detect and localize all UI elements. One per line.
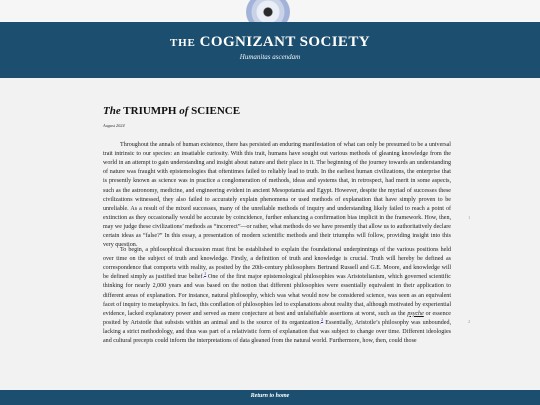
article-title-the: The xyxy=(103,105,121,118)
paragraph-2-text-b: One of the first major epistemological philosophies was Aristotelianism, which governed scientific thinking for nearly 2,000 years and was based on the notion that different philosophies were essentially equivalent in their application to different areas of explanation. For instance, natural philosophy, which was what would now be considered science, was seen as an equivalent facet of inquiry to metaphysics. In fact, this conflation of philosophies led to explanations about reality that, although motivated by experiential evidence, lacked explanatory power and served as mere conjecture at best and unfalsifiable assertions at worst, such as the xyxy=(103,274,451,317)
site-title xyxy=(0,34,540,51)
return-to-home-link[interactable]: Return to home xyxy=(250,393,290,399)
site-title-main: COGNIZANT SOCIETY xyxy=(199,34,370,50)
article-title-triumph: TRIUMPH xyxy=(123,105,177,118)
article-date: August 2024 xyxy=(103,123,125,128)
article-content[interactable] xyxy=(0,78,540,390)
paragraph-number-1: 1 xyxy=(468,215,471,220)
article-title xyxy=(103,105,240,117)
footnote-link-1[interactable]: 1 xyxy=(203,271,207,277)
paragraph-2-text-c: or essence posited by Aristotle that subsists within an animal and is the source of its organization. xyxy=(103,310,451,326)
site-header xyxy=(0,22,540,78)
article-title-science: SCIENCE xyxy=(191,105,241,118)
paragraph-2-text-d: Essentially, Aristotle’s philosophy was unbounded, lacking a strict methodology, and thus was part of a relativistic form of explanation that was subject to change over time. Different ideologies and cultural precepts could inform the interpretations of data gleaned from the natural world. Furthermore, how, then, could those xyxy=(103,319,451,344)
paragraph-1 xyxy=(103,141,451,250)
psyche-term: psyche xyxy=(407,310,424,317)
article-title-of: of xyxy=(179,105,189,118)
paragraph-number-2: 2 xyxy=(468,319,471,324)
paragraph-2-text-a: To begin, a philosophical discussion must first be established to explain the foundational underpinnings of the various positions held over time on the subject of truth and knowledge. Firstly, a definition of truth and knowledge is crucial. Truth will hereby be defined as correspondence that comports with reality, as posited by the 20th-century philosophers Bertrand Russell and G.E. Moore, and knowledge will be defined simply as justified true belief. xyxy=(103,247,451,281)
paragraph-2 xyxy=(103,246,451,346)
site-title-prefix: THE xyxy=(170,37,196,49)
top-strip xyxy=(0,0,540,22)
footnote-link-2[interactable]: 2 xyxy=(320,316,324,322)
site-footer xyxy=(0,390,540,405)
site-subtitle: Humanitas ascendam xyxy=(239,53,301,61)
paragraph-1-text: Throughout the annals of human existence, there has persisted an enduring manifestation of what can only be presumed to be a universal trait intrinsic to our species: an insatiable curiosity. With this trait, humans have sought out various methods of gleaning knowledge from the world in an attempt to gain understanding and insight about nature and their place in it. The beginning of the journey towards an understanding of nature was fraught with epistemologies that oftentimes failed to reliably lead to truth. In the earliest human civilizations, the enterprise that is presently known as science was in practice a conglomeration of methods, ideas and systems that, in retrospect, had merit in some aspects, such as the astronomy, medicine, and engineering evident in ancient Mesopotamia and Egypt. However, despite the myriad of successes these civilizations witnessed, they also failed to accurately explain phenomena or used methods of explanation that have simply proven to be unreliable. As a result of the mixed successes, many of the unreliable methods of inquiry and understanding likely failed to reach a point of extinction as they occasionally would be accurate by coincidence, further enhancing a confirmation bias implicit in the framework. How, then, may we judge these civilizations’ methods as “incorrect”—or rather, what methods do we have presently that allow us to authoritatively declare certain ideas as “false?” In this essay, a presentation of modern scientific methods and their triumphs will follow, providing insight into this very question. xyxy=(103,142,451,249)
